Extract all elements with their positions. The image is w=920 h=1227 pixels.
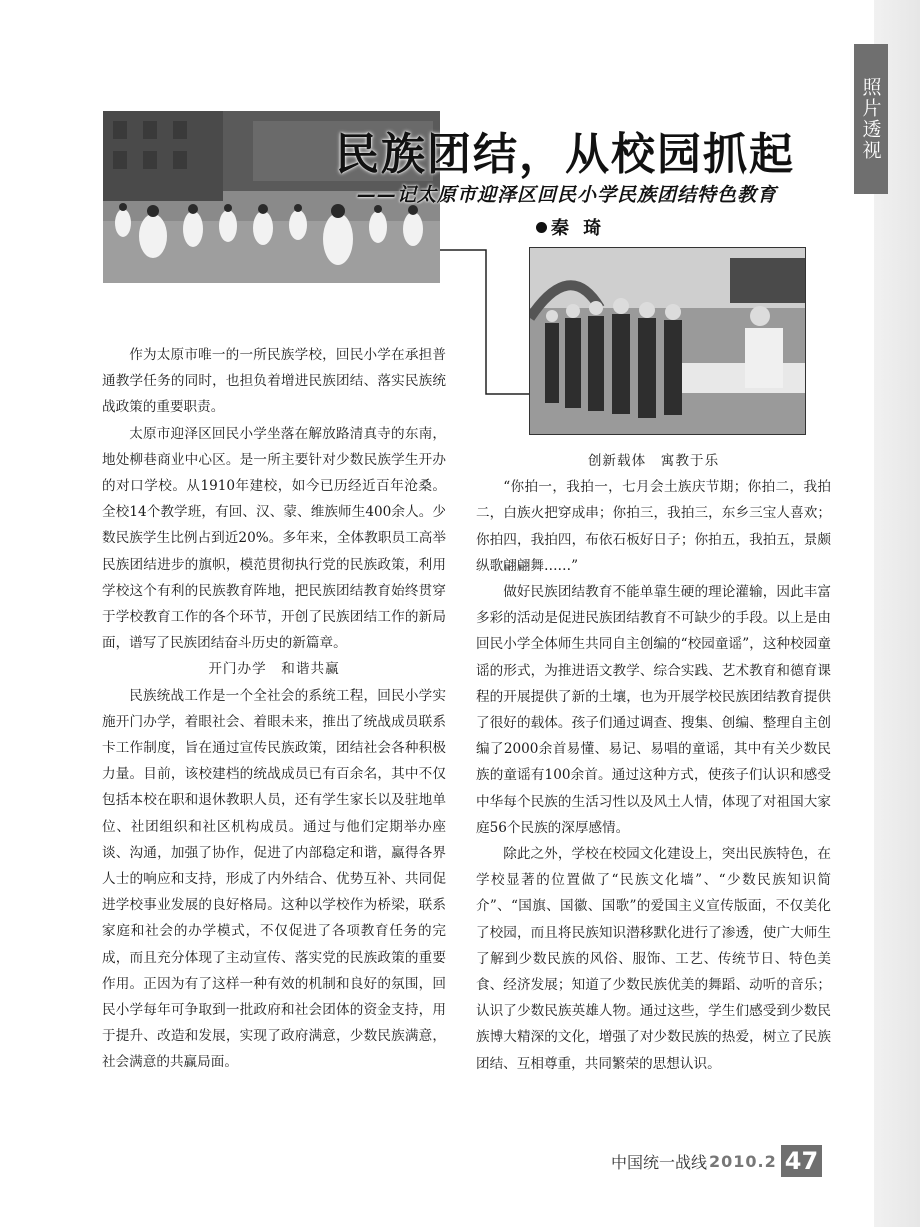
page-number: 47 [781, 1145, 822, 1177]
paragraph: 作为太原市唯一的一所民族学校，回民小学在承担普通教学任务的同时，也担负着增进民族团结、落实民族统战政策的重要职责。 [102, 347, 446, 416]
article-title: 民族团结，从校园抓起 [335, 129, 795, 180]
paragraph: 除此之外，学校在校园文化建设上，突出民族特色，在学校显著的位置做了“民族文化墙”、“少数民族知识简介”、“国旗、国徽、国歌”的爱国主义宣传版面，不仅美化了校园，而且将民族知识潜移默化进行了渗透，使广大师生了解到少数民族的风俗、服饰、工艺、传统节日、特色美食、经济发展；知道了少数民族优美的舞蹈、动听的音乐；认识了少数民族英雄人物。通过这些，学生们感受到少数民族博大精深的文化，增强了对少数民族的热爱，树立了民族团结、互相尊重，共同繁荣的思想认识。 [476, 846, 831, 1072]
page-footer [611, 1145, 822, 1177]
section-tab-label: 照片透视 [859, 77, 882, 161]
paragraph: 民族统战工作是一个全社会的系统工程，回民小学实施开门办学，着眼社会、着眼未来，推出了统战成员联系卡工作制度，旨在通过宣传民族政策，团结社会各种积极力量。目前，该校建档的统战成员已有百余名，其中不仅包括本校在职和退休教职人员，还有学生家长以及驻地单位、社团组织和社区机构成员。通过与他们定期举办座谈、沟通，加强了协作，促进了内部稳定和谐，赢得各界人士的响应和支持，形成了内外结合、优势互补、共同促进学校事业发展的良好格局。这种以学校作为桥梁，联系家庭和社会的办学模式，不仅促进了各项教育任务的完成，而且充分体现了主动宣传、落实党的民族政策的重要作用。正因为有了这样一种有效的机制和良好的氛围，回民小学每年可争取到一批政府和社会团体的资金支持，用于提升、改造和发展，实现了政府满意，少数民族满意，社会满意的共赢局面。 [102, 687, 446, 1071]
section-heading: 创新载体 寓教于乐 [587, 453, 720, 469]
paragraph: 做好民族团结教育不能单靠生硬的理论灌输，因此丰富多彩的活动是促进民族团结教育不可缺少的手段。以上是由回民小学全体师生共同自主创编的“校园童谣”，这种校园童谣的形式，为推进语文教学、综合实践、艺术教育和德育课程的开展提供了新的土壤，也为开展学校民族团结教育提供了很好的载体。孩子们通过调查、搜集、创编、整理自主创编了2000余首易懂、易记、易唱的童谣，其中有关少数民族的童谣有100余首。通过这种方式，使孩子们认识和感受中华每个民族的生活习性以及风土人情，体现了对祖国大家庭56个民族的深厚感情。 [476, 584, 831, 836]
left-text-column [102, 342, 446, 1076]
article-subtitle: ——记太原市迎泽区回民小学民族团结特色教育 [357, 184, 778, 206]
author-bullet-icon [536, 222, 547, 233]
author-name: 秦 琦 [551, 218, 606, 239]
paragraph: 太原市迎泽区回民小学坐落在解放路清真寺的东南，地处柳巷商业中心区。是一所主要针对少数民族学生开办的对口学校。从1910年建校，如今已历经近百年沧桑。全校14个教学班，有回、汉、蒙、维族师生400余人。少数民族学生比例占到近20%。多年来，全体教职员工高举民族团结进步的旗帜，模范贯彻执行党的民族政策，利用学校这个有利的民族教育阵地，把民族团结教育始终贯穿于学校教育工作的各个环节，开创了民族团结工作的新局面，谱写了民族团结奋斗历史的新篇章。 [102, 425, 446, 652]
article-author [536, 214, 605, 240]
photo-connector-line [438, 248, 530, 398]
magazine-name: 中国统一战线 [611, 1152, 708, 1172]
right-text-column [476, 448, 831, 1077]
students-costume-photo [529, 247, 806, 435]
section-heading: 开门办学 和谐共赢 [208, 661, 340, 678]
nursery-rhyme-quote: “你拍一，我拍一，七月会土族庆节期；你拍二，我拍二，白族火把穿成串；你拍三，我拍三，东乡三宝人喜欢；你拍四，我拍四，布依石板好日子；你拍五，我拍五，景颇纵歌翩翩舞……” [476, 479, 831, 574]
issue-number: 2010.2 [709, 1151, 777, 1171]
section-tab [854, 44, 888, 194]
